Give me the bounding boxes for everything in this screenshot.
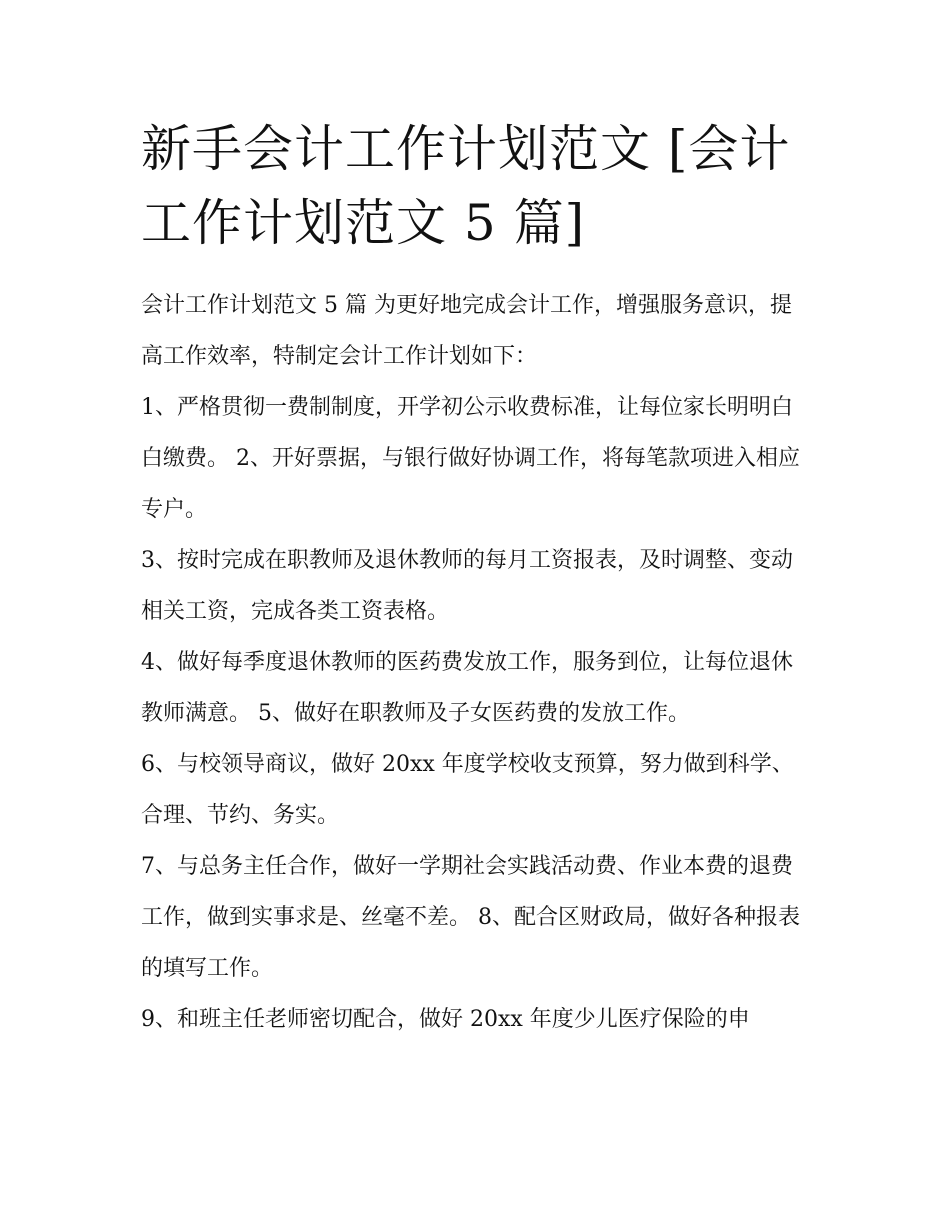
paragraph-item-1-2: 1、严格贯彻一费制制度，开学初公示收费标准，让每位家长明明白白缴费。 2、开好票据，与银行做好协调工作，将每笔款项进入相应专户。 [141,395,800,522]
paragraph-item-6: 6、与校领导商议，做好 20xx 年度学校收支预算，努力做到科学、合理、节约、务实。 [141,752,794,828]
document-page [141,112,813,1045]
paragraph-item-4-5: 4、做好每季度退休教师的医药费发放工作，服务到位，让每位退休教师满意。 5、做好在职教师及子女医药费的发放工作。 [141,650,793,726]
paragraph-item-7-8: 7、与总务主任合作，做好一学期社会实践活动费、作业本费的退费工作，做到实事求是、丝毫不差。 8、配合区财政局，做好各种报表的填写工作。 [141,854,800,981]
paragraph-item-9: 9、和班主任老师密切配合，做好 20xx 年度少儿医疗保险的申 [141,1007,750,1032]
paragraph-intro: 会计工作计划范文 5 篇 为更好地完成会计工作，增强服务意识，提高工作效率，特制定会计工作计划如下： [141,293,792,369]
paragraph-item-3: 3、按时完成在职教师及退休教师的每月工资报表，及时调整、变动相关工资，完成各类工资表格。 [141,548,793,624]
document-title: 新手会计工作计划范文 [会计工作计划范文 5 篇] [141,120,791,252]
